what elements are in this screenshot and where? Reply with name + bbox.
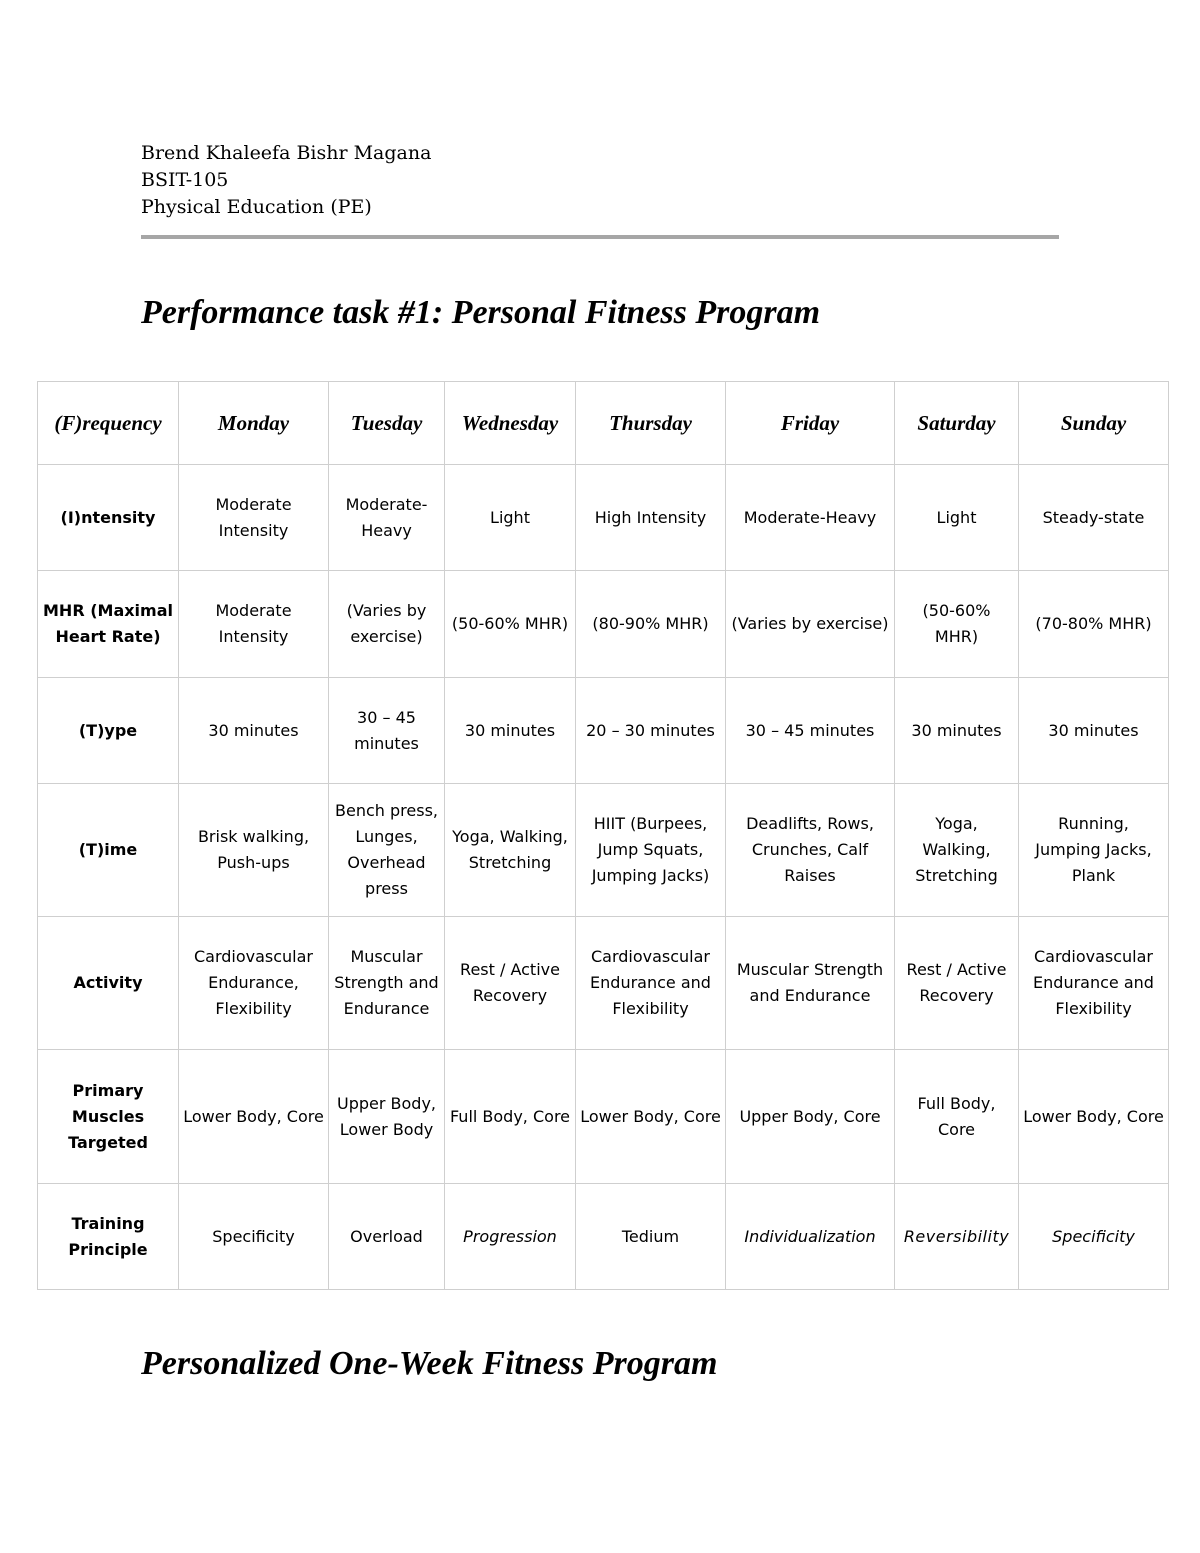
table-cell: Light xyxy=(445,465,576,571)
header-cell: Wednesday xyxy=(445,382,576,465)
header-cell: Monday xyxy=(179,382,329,465)
table-row xyxy=(38,571,1169,678)
table-cell: 30 minutes xyxy=(179,678,329,784)
table-cell: Full Body, Core xyxy=(445,1050,576,1184)
table-row xyxy=(38,784,1169,917)
table-cell: Lower Body, Core xyxy=(1019,1050,1169,1184)
row-label: (T)ype xyxy=(38,678,179,784)
page-title: Performance task #1: Personal Fitness Program xyxy=(141,294,821,331)
author-section: BSIT-105 xyxy=(141,169,229,191)
table-cell: Progression xyxy=(445,1184,576,1290)
section-title: Personalized One-Week Fitness Program xyxy=(141,1345,718,1382)
table-cell: Overload xyxy=(329,1184,445,1290)
row-label: Training Principle xyxy=(38,1184,179,1290)
table-cell: Upper Body, Lower Body xyxy=(329,1050,445,1184)
table-cell: Lower Body, Core xyxy=(179,1050,329,1184)
table-cell: Cardiovascular Endurance, Flexibility xyxy=(179,917,329,1050)
table-cell: (70-80% MHR) xyxy=(1019,571,1169,678)
table-cell: (Varies by exercise) xyxy=(726,571,895,678)
table-row xyxy=(38,917,1169,1050)
table-cell: Cardiovascular Endurance and Flexibility xyxy=(1019,917,1169,1050)
table-cell: (80-90% MHR) xyxy=(576,571,726,678)
row-label: Activity xyxy=(38,917,179,1050)
table-cell: Light xyxy=(895,465,1019,571)
table-cell: Cardiovascular Endurance and Flexibility xyxy=(576,917,726,1050)
table-cell: Steady-state xyxy=(1019,465,1169,571)
author-block xyxy=(141,140,431,221)
table-row xyxy=(38,1184,1169,1290)
table-cell: Deadlifts, Rows, Crunches, Calf Raises xyxy=(726,784,895,917)
table-cell: Tedium xyxy=(576,1184,726,1290)
table-cell: 30 minutes xyxy=(445,678,576,784)
header-cell: Saturday xyxy=(895,382,1019,465)
header-cell: (F)requency xyxy=(38,382,179,465)
table-cell: Rest / Active Recovery xyxy=(445,917,576,1050)
table-cell: HIIT (Burpees, Jump Squats, Jumping Jacks) xyxy=(576,784,726,917)
header-cell: Friday xyxy=(726,382,895,465)
table-cell: (Varies by exercise) xyxy=(329,571,445,678)
table-cell: (50-60% MHR) xyxy=(895,571,1019,678)
course-name: Physical Education (PE) xyxy=(141,196,372,218)
table-cell: 30 – 45 minutes xyxy=(726,678,895,784)
header-cell: Sunday xyxy=(1019,382,1169,465)
table-cell: Full Body, Core xyxy=(895,1050,1019,1184)
header-divider xyxy=(141,235,1059,239)
table-cell: High Intensity xyxy=(576,465,726,571)
table-cell: Specificity xyxy=(1019,1184,1169,1290)
table-header-row xyxy=(38,382,1169,465)
table-cell: (50-60% MHR) xyxy=(445,571,576,678)
table-cell: Upper Body, Core xyxy=(726,1050,895,1184)
table-cell: Moderate-Heavy xyxy=(329,465,445,571)
table-cell: Lower Body, Core xyxy=(576,1050,726,1184)
fitness-program-table xyxy=(37,381,1169,1290)
table-cell: Rest / Active Recovery xyxy=(895,917,1019,1050)
table-cell: Individualization xyxy=(726,1184,895,1290)
table-cell: Muscular Strength and Endurance xyxy=(726,917,895,1050)
table-cell: Reversibility xyxy=(895,1184,1019,1290)
table-cell: 30 minutes xyxy=(895,678,1019,784)
table-row xyxy=(38,1050,1169,1184)
row-label: MHR (Maximal Heart Rate) xyxy=(38,571,179,678)
header-cell: Thursday xyxy=(576,382,726,465)
table-cell: Yoga, Walking, Stretching xyxy=(895,784,1019,917)
table-cell: Moderate Intensity xyxy=(179,465,329,571)
table-cell: 30 minutes xyxy=(1019,678,1169,784)
table-cell: Brisk walking, Push-ups xyxy=(179,784,329,917)
table-cell: Running, Jumping Jacks, Plank xyxy=(1019,784,1169,917)
author-name: Brend Khaleefa Bishr Magana xyxy=(141,142,432,164)
header-cell: Tuesday xyxy=(329,382,445,465)
table-row xyxy=(38,465,1169,571)
row-label: Primary Muscles Targeted xyxy=(38,1050,179,1184)
table-cell: Muscular Strength and Endurance xyxy=(329,917,445,1050)
table-cell: Moderate Intensity xyxy=(179,571,329,678)
row-label: (I)ntensity xyxy=(38,465,179,571)
table-cell: 20 – 30 minutes xyxy=(576,678,726,784)
table-row xyxy=(38,678,1169,784)
table-cell: Bench press, Lunges, Overhead press xyxy=(329,784,445,917)
table-cell: Yoga, Walking, Stretching xyxy=(445,784,576,917)
table-cell: Specificity xyxy=(179,1184,329,1290)
table-cell: 30 – 45 minutes xyxy=(329,678,445,784)
row-label: (T)ime xyxy=(38,784,179,917)
table-cell: Moderate-Heavy xyxy=(726,465,895,571)
